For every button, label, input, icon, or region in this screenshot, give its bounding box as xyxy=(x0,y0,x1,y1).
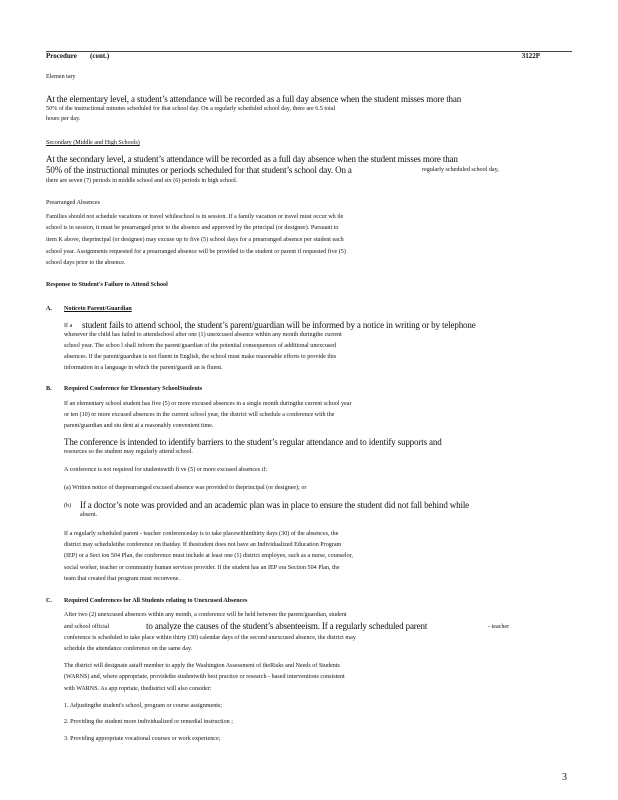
section-c-line-6: (WARNS) and, where appropriate, providethe studentwith best practice or research - based interventions consistent xyxy=(64,674,345,680)
section-b-line-4: The conference is intended to identify barriers to the student’s regular attendance and to identify supports and xyxy=(64,437,442,447)
section-a-line-1b: student fails to attend school, the student’s parent/guardian will be informed by a notice in writing or by telephone xyxy=(82,320,476,330)
response-heading: Response to Student's Failure to Attend School xyxy=(46,282,168,288)
header-code: 3122P xyxy=(521,52,540,60)
section-c-title: Required Conferences for All Students relating to Unexcused Absences xyxy=(64,598,248,604)
section-c-item-1: 1. Adjustingthe student's school, program or course assignments; xyxy=(64,703,222,709)
section-a-line-4: absences. If the parent/guardian is not fluent in English, the school must make reasonable efforts to provide this xyxy=(64,354,337,360)
secondary-line-2: 50% of the instructional minutes or periods scheduled for that student’s school day. On a xyxy=(46,165,352,175)
section-a-line-3: school year. The schoo l shall inform the parent/guardian of the potential consequences of additional unexcused xyxy=(64,343,336,349)
section-b-para-3: (IEP) or a Sect ion 504 Plan, the conference must include at least one (1) district employee, such as a nurse, counselor, xyxy=(64,553,353,559)
section-a-title: Noticeto Parent/Guardian xyxy=(64,306,132,312)
section-a-letter: A. xyxy=(46,306,52,312)
header-title: Procedure xyxy=(46,52,77,60)
elementary-line-1: At the elementary level, a student’s attendance will be recorded as a full day absence when the student misses more than xyxy=(46,94,462,104)
section-b-line-2: or ten (10) or more excused absences in the current school year, the district will schedule a conference with the xyxy=(64,412,335,418)
section-c-line-4: schedule the attendance conference on the same day. xyxy=(64,646,193,652)
prearranged-line-1: Families should not schedule vacations or travel whileschool is in session. If a family vacation or travel must occur wh ile xyxy=(46,214,344,220)
section-b-line-1: If an elementary school student has five (5) or more excused absences in a single month duringthe current school year xyxy=(64,401,352,407)
section-c-item-2: 2. Providing the student more individualized or remedial instruction ; xyxy=(64,719,233,725)
section-b-para-1: If a regularly scheduled parent - teacher conferenceday is to take placewithinthirty days (30) of the absences, the xyxy=(64,531,339,537)
secondary-heading: Secondary (Middle and High Schools) xyxy=(46,140,140,146)
prearranged-heading: Prearranged Absences xyxy=(46,200,100,206)
elementary-heading: Elemen tary xyxy=(46,74,76,80)
page-header xyxy=(46,52,570,60)
section-c-line-3: conference is scheduled to take place within thirty (30) calendar days of the second unexcused absence, the district may xyxy=(64,635,356,641)
page-number: 3 xyxy=(562,772,567,783)
section-a-line-5: information in a language in which the parent/guardi an is fluent. xyxy=(64,365,223,371)
secondary-line-3: there are seven (7) periods in middle school and six (6) periods in high school. xyxy=(46,178,238,184)
section-b-para-2: district may scheduleithe conference on thatday. If thestudent does not have an Individualized Education Program xyxy=(64,542,342,548)
section-c-line-2b: to analyze the causes of the student’s absenteeism. If a regularly scheduled parent xyxy=(146,621,428,631)
section-a-line-2: whenever the child has failed to attendschool after one (1) unexcused absence within any month duringthe current xyxy=(64,332,342,338)
elementary-line-3: hours per day. xyxy=(46,116,81,122)
section-b-para-5: team that created that program must reconvene. xyxy=(64,576,180,582)
section-b-item-b: If a doctor’s note was provided and an academic plan was in place to ensure the student did not fall behind while xyxy=(80,500,470,510)
header-cont: (cont.) xyxy=(90,52,110,60)
prearranged-line-3: item K above, theprincipal (or designee) may excuse up to five (5) school days for a prearranged absence per student each xyxy=(46,237,344,243)
section-b-item-a: (a) Written notice of theprearranged excused absence was provided to theprincipal (or designee); or xyxy=(64,485,307,491)
section-c-letter: C. xyxy=(46,598,52,604)
section-b-line-3: parent/guardian and stu dent at a reasonably convenient time. xyxy=(64,423,214,429)
section-c-line-2a: and school official xyxy=(64,624,110,630)
elementary-line-2: 50% of the instructional minutes scheduled for that school day. On a regularly scheduled school day, there are 6.5 total xyxy=(46,106,336,112)
section-b-title: Required Conference for Elementary SchoolStudents xyxy=(64,386,203,392)
section-b-line-5: resources so the student may regularly attend school. xyxy=(64,449,193,455)
section-c-line-2c: - teacher xyxy=(488,624,510,630)
prearranged-line-2: school is in session, it must be prearranged prior to the absence and approved by the principal (or designee). Pursuant to xyxy=(46,225,339,231)
prearranged-line-5: school days prior to the absence. xyxy=(46,260,126,266)
section-c-line-1: After two (2) unexcused absences within any month, a conference will be held between the parent/guardian, student xyxy=(64,612,347,618)
section-c-line-5: The district will designate astaff member to apply the Washington Assessment of theRisks and Needs of Students xyxy=(64,663,340,669)
section-b-line-6: A conference is not required for studentswith fi ve (5) or more excused absences if: xyxy=(64,467,268,473)
section-b-item-b-label: (b) xyxy=(64,503,72,509)
secondary-line-1: At the secondary level, a student’s attendance will be recorded as a full day absence when the student misses more than xyxy=(46,154,458,164)
secondary-line-2b: regularly scheduled school day, xyxy=(422,167,499,173)
section-c-line-7: with WARNS. As app ropriate, thedistrict will also consider: xyxy=(64,686,212,692)
section-b-item-b-2: absent. xyxy=(80,512,98,518)
section-a-line-1a: If a xyxy=(64,323,73,329)
section-c-item-3: 3. Providing appropriate vocational courses or work experience; xyxy=(64,736,221,742)
section-b-para-4: social worker, teacher or community human services provider. If the student has an IEP ora Section 504 Plan, the xyxy=(64,565,340,571)
section-b-letter: B. xyxy=(46,386,52,392)
prearranged-line-4: school year. Assignments requested for a prearranged absence will be provided to the student or parent if requested five (5) xyxy=(46,249,346,255)
